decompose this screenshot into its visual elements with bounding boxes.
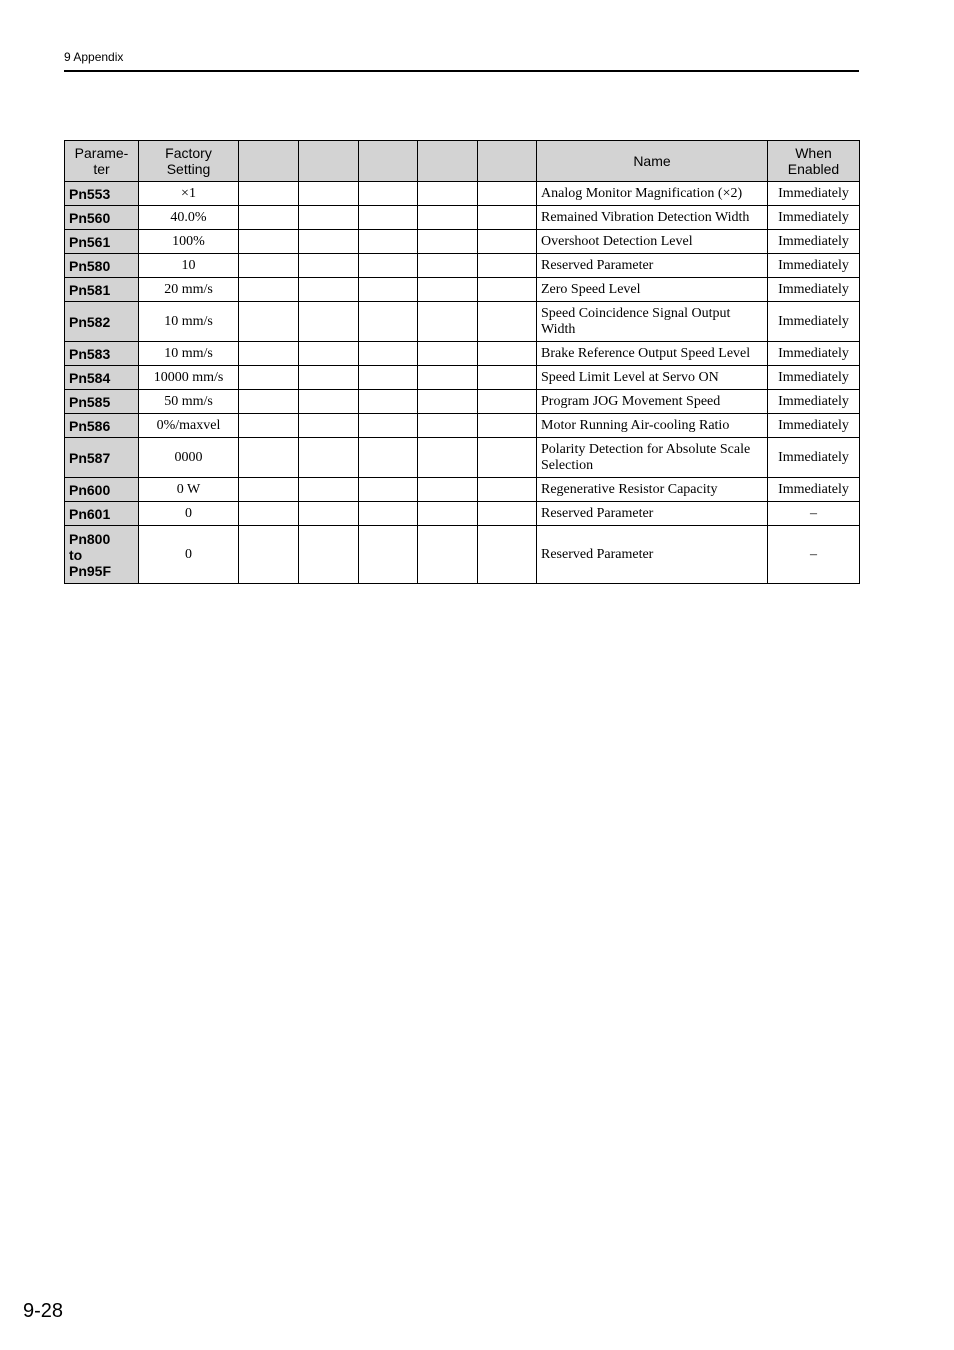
column-header-blank-3 <box>359 141 418 182</box>
parameter-name-cell-text: Motor Running Air-cooling Ratio <box>541 417 730 433</box>
blank-cell <box>239 390 299 414</box>
parameter-name-cell-text: Brake Reference Output Speed Level <box>541 345 751 361</box>
blank-cell <box>418 366 478 390</box>
parameter-name-cell-text: Program JOG Movement Speed <box>541 393 721 409</box>
blank-cell <box>299 438 359 478</box>
parameter-number-cell <box>65 254 139 278</box>
parameter-number-cell <box>65 230 139 254</box>
when-enabled-cell <box>768 366 860 390</box>
parameter-name-cell-text: Analog Monitor Magnification (×2) <box>541 185 743 201</box>
factory-setting-cell-text: 0 W <box>176 481 201 497</box>
parameter-number-cell-text: Pn585 <box>69 393 111 410</box>
factory-setting-cell <box>139 278 239 302</box>
when-enabled-cell-text: – <box>810 546 817 562</box>
when-enabled-cell-text: Immediately <box>778 257 849 273</box>
parameter-table <box>64 140 860 584</box>
parameter-name-cell <box>537 478 768 502</box>
blank-cell <box>239 230 299 254</box>
parameter-number-cell <box>65 302 139 342</box>
when-enabled-cell-text: Immediately <box>778 393 849 409</box>
table-row <box>65 414 860 438</box>
blank-cell <box>359 526 418 584</box>
blank-cell <box>359 342 418 366</box>
blank-cell <box>299 230 359 254</box>
blank-cell <box>239 366 299 390</box>
when-enabled-cell <box>768 302 860 342</box>
parameter-name-cell-text: Speed Coincidence Signal Output Width <box>541 305 731 337</box>
blank-cell <box>418 278 478 302</box>
when-enabled-cell <box>768 478 860 502</box>
when-enabled-cell-text: – <box>810 505 817 521</box>
column-header-blank-5 <box>478 141 537 182</box>
column-header-blank-1 <box>239 141 299 182</box>
when-enabled-cell-text: Immediately <box>778 449 849 465</box>
blank-cell <box>359 390 418 414</box>
blank-cell <box>359 182 418 206</box>
parameter-number-cell <box>65 342 139 366</box>
parameter-name-cell <box>537 438 768 478</box>
parameter-number-cell <box>65 182 139 206</box>
when-enabled-cell-text: Immediately <box>778 209 849 225</box>
blank-cell <box>418 478 478 502</box>
blank-cell <box>478 438 537 478</box>
blank-cell <box>418 254 478 278</box>
table-row <box>65 366 860 390</box>
factory-setting-cell <box>139 438 239 478</box>
blank-cell <box>478 278 537 302</box>
blank-cell <box>478 254 537 278</box>
parameter-name-cell <box>537 414 768 438</box>
header-rule <box>64 70 859 72</box>
when-enabled-cell <box>768 278 860 302</box>
parameter-number-cell-text: Pn600 <box>69 481 111 498</box>
when-enabled-cell <box>768 502 860 526</box>
blank-cell <box>299 206 359 230</box>
table-row <box>65 230 860 254</box>
parameter-number-cell-text: Pn586 <box>69 417 111 434</box>
blank-cell <box>359 278 418 302</box>
column-header-when-enabled: When Enabled <box>768 141 860 182</box>
blank-cell <box>239 254 299 278</box>
parameter-number-cell <box>65 526 139 584</box>
blank-cell <box>478 526 537 584</box>
parameter-name-cell-text: Reserved Parameter <box>541 546 654 562</box>
column-header-factory-setting: Factory Setting <box>139 141 239 182</box>
parameter-number-cell-text: Pn581 <box>69 281 111 298</box>
parameter-number-cell <box>65 502 139 526</box>
blank-cell <box>418 502 478 526</box>
blank-cell <box>478 502 537 526</box>
when-enabled-cell <box>768 182 860 206</box>
column-header-parameter: Parame- ter <box>65 141 139 182</box>
blank-cell <box>478 414 537 438</box>
blank-cell <box>359 254 418 278</box>
blank-cell <box>478 230 537 254</box>
parameter-name-cell <box>537 342 768 366</box>
blank-cell <box>478 302 537 342</box>
running-header: 9 Appendix <box>64 50 124 64</box>
parameter-number-cell-text: Pn560 <box>69 209 111 226</box>
parameter-name-cell-text: Reserved Parameter <box>541 505 654 521</box>
when-enabled-cell <box>768 254 860 278</box>
blank-cell <box>239 342 299 366</box>
table-header-row <box>65 141 860 182</box>
parameter-number-cell-text: Pn561 <box>69 233 111 250</box>
blank-cell <box>359 414 418 438</box>
when-enabled-cell <box>768 526 860 584</box>
factory-setting-cell-text: 10 <box>181 257 196 273</box>
parameter-name-cell <box>537 182 768 206</box>
table-row <box>65 206 860 230</box>
factory-setting-cell <box>139 390 239 414</box>
factory-setting-cell-text: 0 <box>185 505 192 521</box>
factory-setting-cell <box>139 502 239 526</box>
factory-setting-cell <box>139 230 239 254</box>
factory-setting-cell <box>139 254 239 278</box>
blank-cell <box>418 414 478 438</box>
factory-setting-cell-text: 10 mm/s <box>164 313 213 329</box>
when-enabled-cell-text: Immediately <box>778 313 849 329</box>
blank-cell <box>478 342 537 366</box>
parameter-number-cell-text: Pn587 <box>69 449 111 466</box>
blank-cell <box>299 366 359 390</box>
when-enabled-cell-text: Immediately <box>778 233 849 249</box>
blank-cell <box>299 254 359 278</box>
factory-setting-cell <box>139 414 239 438</box>
factory-setting-cell-text: 0%/maxvel <box>156 417 221 433</box>
factory-setting-cell <box>139 302 239 342</box>
when-enabled-cell <box>768 342 860 366</box>
factory-setting-cell-text: 50 mm/s <box>164 393 213 409</box>
column-header-blank-2 <box>299 141 359 182</box>
when-enabled-cell <box>768 414 860 438</box>
parameter-name-cell-text: Speed Limit Level at Servo ON <box>541 369 719 385</box>
blank-cell <box>359 478 418 502</box>
blank-cell <box>418 206 478 230</box>
parameter-number-cell-text: Pn601 <box>69 505 111 522</box>
factory-setting-cell <box>139 478 239 502</box>
factory-setting-cell-text: 0 <box>185 546 192 562</box>
parameter-name-cell <box>537 526 768 584</box>
parameter-number-cell-text: Pn580 <box>69 257 111 274</box>
parameter-number-cell <box>65 478 139 502</box>
when-enabled-cell <box>768 438 860 478</box>
parameter-name-cell <box>537 278 768 302</box>
table-row <box>65 278 860 302</box>
blank-cell <box>299 390 359 414</box>
when-enabled-cell-text: Immediately <box>778 185 849 201</box>
when-enabled-cell-text: Immediately <box>778 369 849 385</box>
parameter-name-cell-text: Regenerative Resistor Capacity <box>541 481 718 497</box>
parameter-name-cell-text: Overshoot Detection Level <box>541 233 693 249</box>
blank-cell <box>239 414 299 438</box>
blank-cell <box>418 526 478 584</box>
blank-cell <box>478 206 537 230</box>
parameter-number-cell-text: Pn584 <box>69 369 111 386</box>
blank-cell <box>239 182 299 206</box>
factory-setting-cell-text: 10 mm/s <box>164 345 213 361</box>
parameter-number-cell-text: Pn553 <box>69 185 111 202</box>
parameter-number-cell-text: Pn800 to Pn95F <box>69 530 112 579</box>
table-row <box>65 302 860 342</box>
parameter-number-cell <box>65 366 139 390</box>
table-row <box>65 438 860 478</box>
parameter-name-cell <box>537 302 768 342</box>
table-row <box>65 478 860 502</box>
parameter-name-cell <box>537 366 768 390</box>
blank-cell <box>239 478 299 502</box>
blank-cell <box>299 278 359 302</box>
blank-cell <box>359 502 418 526</box>
blank-cell <box>239 502 299 526</box>
blank-cell <box>418 342 478 366</box>
blank-cell <box>299 342 359 366</box>
blank-cell <box>299 478 359 502</box>
parameter-number-cell-text: Pn582 <box>69 313 111 330</box>
factory-setting-cell-text: 0000 <box>174 449 203 465</box>
parameter-name-cell <box>537 390 768 414</box>
blank-cell <box>359 206 418 230</box>
factory-setting-cell-text: 10000 mm/s <box>153 369 224 385</box>
blank-cell <box>239 526 299 584</box>
blank-cell <box>418 182 478 206</box>
parameter-number-cell <box>65 390 139 414</box>
table-row <box>65 254 860 278</box>
blank-cell <box>299 414 359 438</box>
blank-cell <box>478 366 537 390</box>
blank-cell <box>418 438 478 478</box>
parameter-name-cell-text: Remained Vibration Detection Width <box>541 209 750 225</box>
when-enabled-cell-text: Immediately <box>778 417 849 433</box>
factory-setting-cell <box>139 206 239 230</box>
blank-cell <box>299 302 359 342</box>
blank-cell <box>418 302 478 342</box>
table-row <box>65 526 860 584</box>
blank-cell <box>299 502 359 526</box>
page-number: 9-28 <box>23 1300 64 1322</box>
blank-cell <box>299 526 359 584</box>
blank-cell <box>478 182 537 206</box>
blank-cell <box>239 206 299 230</box>
parameter-name-cell <box>537 502 768 526</box>
table-row <box>65 342 860 366</box>
table-row <box>65 502 860 526</box>
blank-cell <box>478 390 537 414</box>
parameter-name-cell <box>537 230 768 254</box>
blank-cell <box>418 390 478 414</box>
factory-setting-cell-text: 20 mm/s <box>164 281 213 297</box>
parameter-name-cell-text: Polarity Detection for Absolute Scale Selection <box>541 441 751 473</box>
table-row <box>65 182 860 206</box>
parameter-number-cell <box>65 206 139 230</box>
factory-setting-cell <box>139 366 239 390</box>
column-header-name: Name <box>537 141 768 182</box>
blank-cell <box>239 438 299 478</box>
parameter-name-cell <box>537 206 768 230</box>
column-header-blank-4 <box>418 141 478 182</box>
factory-setting-cell <box>139 182 239 206</box>
when-enabled-cell-text: Immediately <box>778 481 849 497</box>
blank-cell <box>359 366 418 390</box>
when-enabled-cell-text: Immediately <box>778 281 849 297</box>
parameter-number-cell <box>65 278 139 302</box>
table-row <box>65 390 860 414</box>
when-enabled-cell-text: Immediately <box>778 345 849 361</box>
blank-cell <box>478 478 537 502</box>
factory-setting-cell-text: 100% <box>172 233 205 249</box>
parameter-number-cell <box>65 414 139 438</box>
factory-setting-cell-text: ×1 <box>181 185 196 201</box>
factory-setting-cell <box>139 526 239 584</box>
blank-cell <box>359 302 418 342</box>
factory-setting-cell <box>139 342 239 366</box>
when-enabled-cell <box>768 230 860 254</box>
factory-setting-cell-text: 40.0% <box>170 209 207 225</box>
blank-cell <box>359 438 418 478</box>
when-enabled-cell <box>768 390 860 414</box>
blank-cell <box>359 230 418 254</box>
parameter-number-cell <box>65 438 139 478</box>
parameter-number-cell-text: Pn583 <box>69 345 111 362</box>
blank-cell <box>299 182 359 206</box>
parameter-name-cell-text: Zero Speed Level <box>541 281 641 297</box>
blank-cell <box>418 230 478 254</box>
when-enabled-cell <box>768 206 860 230</box>
blank-cell <box>239 278 299 302</box>
parameter-name-cell <box>537 254 768 278</box>
parameter-name-cell-text: Reserved Parameter <box>541 257 654 273</box>
blank-cell <box>239 302 299 342</box>
